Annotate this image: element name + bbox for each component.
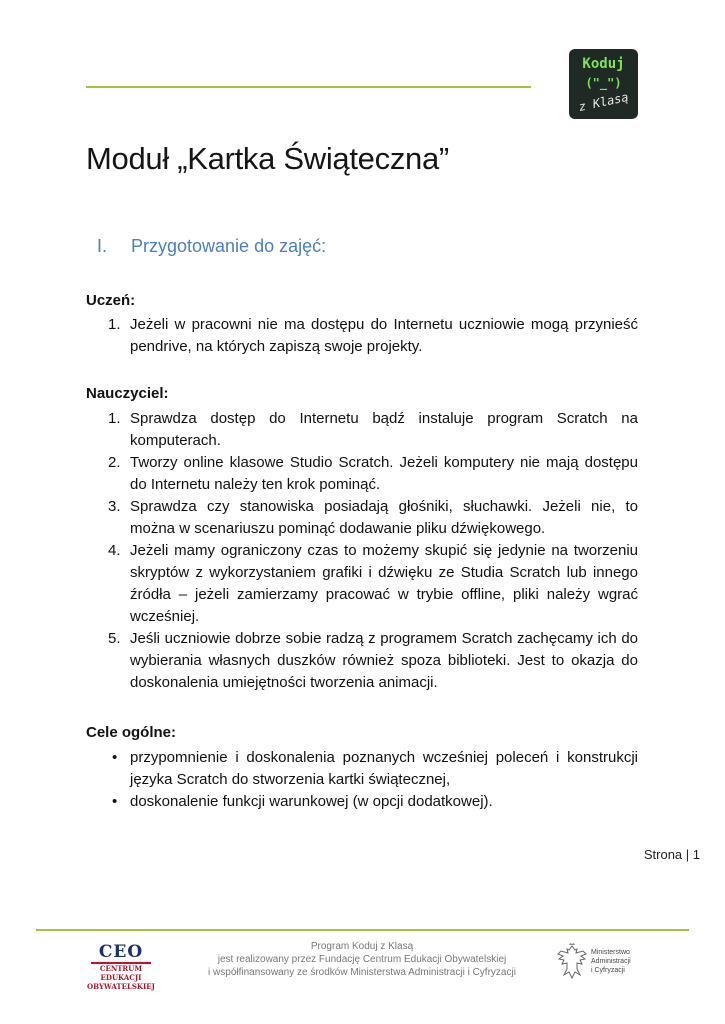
- footer-text: [180, 940, 544, 979]
- uczen-heading: Uczeń:: [86, 292, 136, 309]
- list-item: 1. Jeżeli w pracowni nie ma dostępu do Internetu uczniowie mogą przynieść pendrive, na których zapiszą swoje projekty.: [108, 316, 638, 355]
- header-divider: [86, 86, 531, 88]
- ceo-logo: [87, 942, 155, 991]
- section-number: I.: [97, 236, 108, 256]
- bullet-icon: •: [112, 793, 118, 810]
- list-item: • przypomnienie i doskonalenia poznanych wcześniej poleceń i konstrukcji języka Scratch do stworzenia kartki świątecznej,: [112, 749, 638, 788]
- ceo-logo-line-2: OBYWATELSKIEJ: [87, 982, 155, 991]
- nauczyciel-heading: Nauczyciel:: [86, 385, 169, 402]
- list-item: 4. Jeżeli mamy ograniczony czas to możemy skupić się jedynie na tworzeniu skryptów z wykorzystaniem grafiki i dźwięku ze Studia Scratch lub innego źródła – jeżeli zamierzamy pracować w trybie offline, pliki należy wgrać wcześniej.: [108, 542, 638, 625]
- uczen-list: [108, 314, 638, 358]
- list-item: 2. Tworzy online klasowe Studio Scratch. Jeżeli komputery nie mają dostępu do Internetu należy ten krok pominąć.: [108, 454, 638, 493]
- ministry-logo: [553, 940, 663, 984]
- footer-divider: [36, 929, 689, 931]
- section-heading: [97, 236, 326, 257]
- logo-line-1: Koduj: [582, 56, 625, 72]
- list-item: 1. Sprawdza dostęp do Internetu bądź instaluje program Scratch na komputerach.: [108, 410, 638, 449]
- footer-line-1: Program Koduj z Klasą: [310, 941, 414, 952]
- list-item: • doskonalenie funkcji warunkowej (w opcji dodatkowej).: [112, 791, 638, 813]
- logo-line-2: ("_"): [585, 76, 622, 90]
- footer-line-3: i współfinansowany ze środków Ministerstwa Administracji i Cyfryzacji: [208, 967, 516, 978]
- ceo-logo-line-1: CENTRUM EDUKACJI: [99, 964, 143, 982]
- nauczyciel-list: [108, 408, 638, 694]
- section-title: Przygotowanie do zajęć:: [131, 236, 327, 256]
- ministry-logo-text: Ministerstwo Administracji i Cyfryzacji: [591, 949, 631, 974]
- cele-list: [112, 747, 638, 813]
- eagle-icon: [555, 942, 589, 982]
- bullet-icon: •: [112, 749, 118, 766]
- logo-line-3: z Klasą: [577, 89, 630, 115]
- list-item: 3. Sprawdza czy stanowiska posiadają głośniki, słuchawki. Jeżeli nie, to można w scenariuszu pominąć dodawanie pliku dźwiękowego.: [108, 498, 638, 537]
- page-number: Strona | 1: [643, 847, 700, 862]
- footer-line-2: jest realizowany przez Fundację Centrum Edukacji Obywatelskiej: [217, 954, 507, 965]
- page-title: Moduł „Kartka Świąteczna”: [86, 141, 449, 176]
- ceo-logo-mark: CEO: [98, 942, 144, 962]
- cele-heading: Cele ogólne:: [86, 724, 177, 741]
- koduj-z-klasa-logo: [569, 49, 638, 119]
- list-item: 5. Jeśli uczniowie dobrze sobie radzą z programem Scratch zachęcamy ich do wybierania własnych duszków również spoza biblioteki. Jest to okazja do doskonalenia umiejętności tworzenia animacji.: [108, 630, 638, 691]
